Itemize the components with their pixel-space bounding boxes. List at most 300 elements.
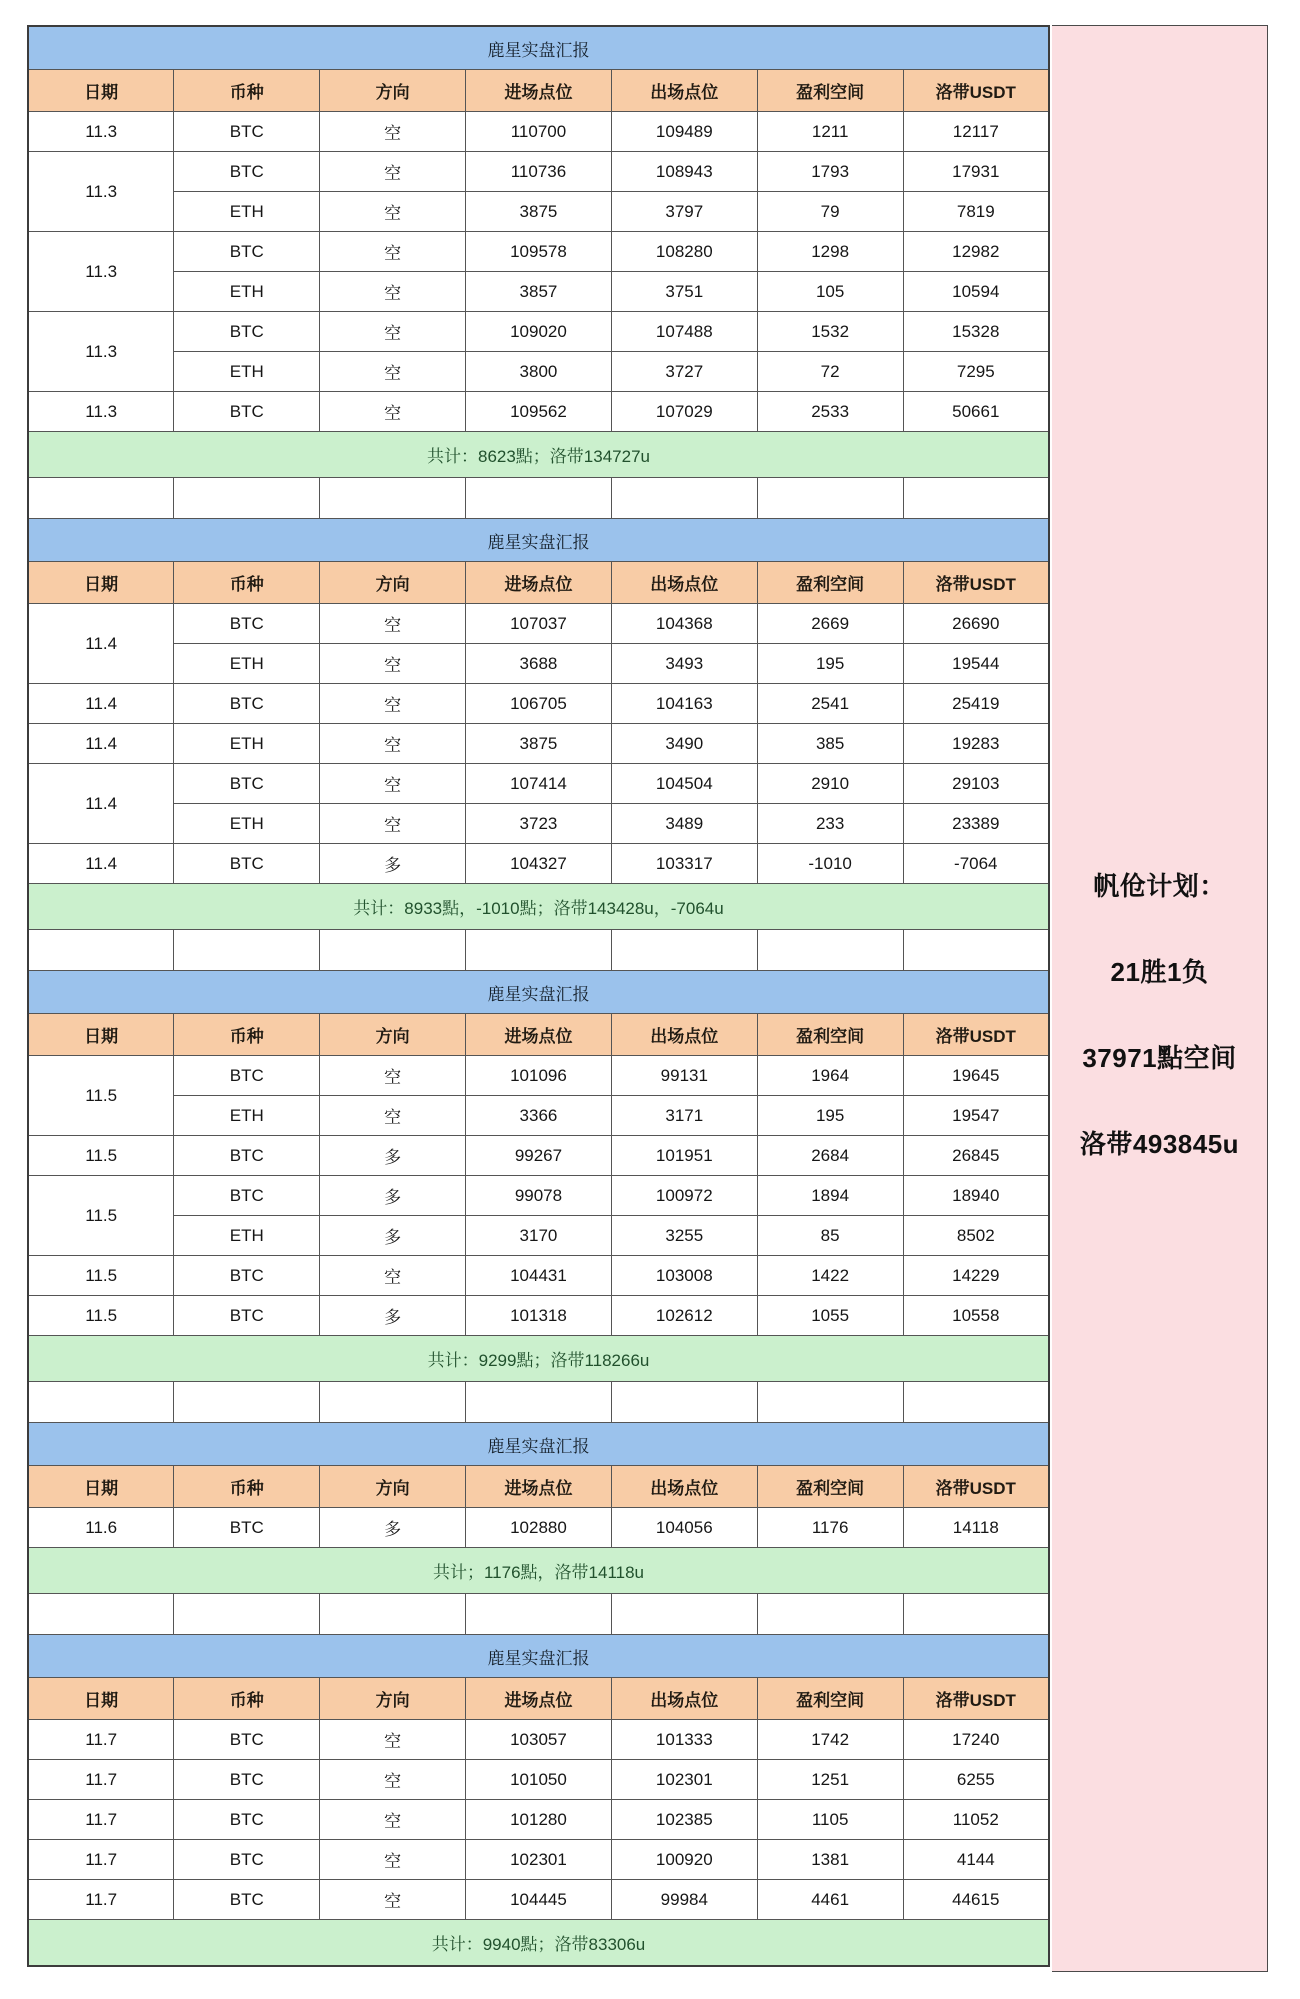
direction-cell: 空 bbox=[320, 1840, 466, 1880]
spacer-cell bbox=[174, 1382, 320, 1423]
date-cell: 11.5 bbox=[28, 1056, 174, 1136]
usdt-cell: 50661 bbox=[903, 392, 1049, 432]
entry-point-cell: 109562 bbox=[466, 392, 612, 432]
column-header-direction: 方向 bbox=[320, 562, 466, 604]
table-title: 鹿星实盘汇报 bbox=[28, 1635, 1049, 1678]
date-cell: 11.5 bbox=[28, 1296, 174, 1336]
exit-point-cell: 109489 bbox=[611, 112, 757, 152]
column-header-entry: 进场点位 bbox=[466, 1466, 612, 1508]
entry-point-cell: 107037 bbox=[466, 604, 612, 644]
section-spacer bbox=[28, 478, 1049, 519]
date-cell: 11.3 bbox=[28, 312, 174, 392]
table-row bbox=[28, 272, 1049, 312]
direction-cell: 空 bbox=[320, 1760, 466, 1800]
date-cell: 11.3 bbox=[28, 112, 174, 152]
usdt-cell: 25419 bbox=[903, 684, 1049, 724]
profit-cell: 195 bbox=[757, 1096, 903, 1136]
entry-point-cell: 104445 bbox=[466, 1880, 612, 1920]
table-row bbox=[28, 1216, 1049, 1256]
date-cell: 11.7 bbox=[28, 1880, 174, 1920]
exit-point-cell: 3493 bbox=[611, 644, 757, 684]
exit-point-cell: 101333 bbox=[611, 1720, 757, 1760]
spacer-cell bbox=[466, 1382, 612, 1423]
section-total: 共计；1176點，洛带14118u bbox=[28, 1548, 1049, 1594]
date-cell: 11.4 bbox=[28, 684, 174, 724]
direction-cell: 空 bbox=[320, 352, 466, 392]
table-row bbox=[28, 1800, 1049, 1840]
profit-cell: 1422 bbox=[757, 1256, 903, 1296]
usdt-cell: 8502 bbox=[903, 1216, 1049, 1256]
usdt-cell: 19283 bbox=[903, 724, 1049, 764]
date-cell: 11.6 bbox=[28, 1508, 174, 1548]
profit-cell: 72 bbox=[757, 352, 903, 392]
coin-cell: BTC bbox=[174, 1760, 320, 1800]
coin-cell: BTC bbox=[174, 232, 320, 272]
coin-cell: ETH bbox=[174, 1096, 320, 1136]
coin-cell: BTC bbox=[174, 764, 320, 804]
exit-point-cell: 103008 bbox=[611, 1256, 757, 1296]
usdt-cell: 12117 bbox=[903, 112, 1049, 152]
profit-cell: 2684 bbox=[757, 1136, 903, 1176]
direction-cell: 多 bbox=[320, 1216, 466, 1256]
spacer-row bbox=[28, 478, 1049, 519]
coin-cell: BTC bbox=[174, 844, 320, 884]
usdt-cell: 17240 bbox=[903, 1720, 1049, 1760]
usdt-cell: 23389 bbox=[903, 804, 1049, 844]
exit-point-cell: 108943 bbox=[611, 152, 757, 192]
entry-point-cell: 101096 bbox=[466, 1056, 612, 1096]
table-row bbox=[28, 152, 1049, 192]
date-cell: 11.7 bbox=[28, 1720, 174, 1760]
column-header-coin: 币种 bbox=[174, 562, 320, 604]
coin-cell: ETH bbox=[174, 724, 320, 764]
date-cell: 11.5 bbox=[28, 1176, 174, 1256]
usdt-cell: 26690 bbox=[903, 604, 1049, 644]
report-section bbox=[28, 519, 1049, 930]
direction-cell: 空 bbox=[320, 804, 466, 844]
usdt-cell: 14229 bbox=[903, 1256, 1049, 1296]
exit-point-cell: 108280 bbox=[611, 232, 757, 272]
direction-cell: 空 bbox=[320, 764, 466, 804]
table-row bbox=[28, 1880, 1049, 1920]
direction-cell: 空 bbox=[320, 272, 466, 312]
column-header-row bbox=[28, 1014, 1049, 1056]
coin-cell: BTC bbox=[174, 1880, 320, 1920]
table-row bbox=[28, 1056, 1049, 1096]
column-header-row bbox=[28, 70, 1049, 112]
direction-cell: 空 bbox=[320, 1256, 466, 1296]
profit-cell: 105 bbox=[757, 272, 903, 312]
table-title: 鹿星实盘汇报 bbox=[28, 1423, 1049, 1466]
exit-point-cell: 3490 bbox=[611, 724, 757, 764]
spacer-cell bbox=[320, 1594, 466, 1635]
table-row bbox=[28, 844, 1049, 884]
direction-cell: 空 bbox=[320, 152, 466, 192]
column-header-direction: 方向 bbox=[320, 1466, 466, 1508]
table-row bbox=[28, 352, 1049, 392]
plan-total-points: 37971點空间 bbox=[1082, 1043, 1237, 1073]
spacer-cell bbox=[903, 478, 1049, 519]
exit-point-cell: 3797 bbox=[611, 192, 757, 232]
profit-cell: 1964 bbox=[757, 1056, 903, 1096]
entry-point-cell: 110736 bbox=[466, 152, 612, 192]
direction-cell: 多 bbox=[320, 1136, 466, 1176]
date-cell: 11.4 bbox=[28, 764, 174, 844]
table-row bbox=[28, 392, 1049, 432]
coin-cell: ETH bbox=[174, 1216, 320, 1256]
exit-point-cell: 104504 bbox=[611, 764, 757, 804]
date-cell: 11.7 bbox=[28, 1800, 174, 1840]
table-title-row bbox=[28, 971, 1049, 1014]
direction-cell: 空 bbox=[320, 644, 466, 684]
exit-point-cell: 99984 bbox=[611, 1880, 757, 1920]
usdt-cell: 44615 bbox=[903, 1880, 1049, 1920]
spacer-cell bbox=[174, 930, 320, 971]
report-section bbox=[28, 971, 1049, 1382]
entry-point-cell: 3875 bbox=[466, 192, 612, 232]
column-header-coin: 币种 bbox=[174, 70, 320, 112]
spacer-row bbox=[28, 1594, 1049, 1635]
usdt-cell: -7064 bbox=[903, 844, 1049, 884]
profit-cell: 85 bbox=[757, 1216, 903, 1256]
coin-cell: BTC bbox=[174, 392, 320, 432]
spacer-cell bbox=[757, 478, 903, 519]
entry-point-cell: 101280 bbox=[466, 1800, 612, 1840]
direction-cell: 空 bbox=[320, 112, 466, 152]
trade-report-sheet bbox=[27, 25, 1050, 1967]
profit-cell: 233 bbox=[757, 804, 903, 844]
column-header-profit: 盈利空间 bbox=[757, 1678, 903, 1720]
plan-title: 帆伧计划： bbox=[1093, 871, 1226, 901]
spacer-cell bbox=[28, 1594, 174, 1635]
column-header-profit: 盈利空间 bbox=[757, 1466, 903, 1508]
table-row bbox=[28, 604, 1049, 644]
spacer-row bbox=[28, 1382, 1049, 1423]
column-header-row bbox=[28, 562, 1049, 604]
coin-cell: BTC bbox=[174, 604, 320, 644]
direction-cell: 多 bbox=[320, 1296, 466, 1336]
column-header-row bbox=[28, 1678, 1049, 1720]
entry-point-cell: 3857 bbox=[466, 272, 612, 312]
plan-summary-text bbox=[1052, 866, 1267, 1161]
direction-cell: 空 bbox=[320, 1800, 466, 1840]
spacer-cell bbox=[903, 930, 1049, 971]
profit-cell: 2910 bbox=[757, 764, 903, 804]
usdt-cell: 7819 bbox=[903, 192, 1049, 232]
spacer-cell bbox=[174, 478, 320, 519]
direction-cell: 空 bbox=[320, 1880, 466, 1920]
column-header-entry: 进场点位 bbox=[466, 1678, 612, 1720]
exit-point-cell: 3727 bbox=[611, 352, 757, 392]
entry-point-cell: 3170 bbox=[466, 1216, 612, 1256]
column-header-date: 日期 bbox=[28, 562, 174, 604]
direction-cell: 空 bbox=[320, 604, 466, 644]
exit-point-cell: 107029 bbox=[611, 392, 757, 432]
report-section bbox=[28, 26, 1049, 478]
direction-cell: 空 bbox=[320, 312, 466, 352]
usdt-cell: 26845 bbox=[903, 1136, 1049, 1176]
table-row bbox=[28, 724, 1049, 764]
column-header-coin: 币种 bbox=[174, 1678, 320, 1720]
plan-total-usdt: 洛带493845u bbox=[1079, 1129, 1240, 1159]
profit-cell: 4461 bbox=[757, 1880, 903, 1920]
direction-cell: 空 bbox=[320, 192, 466, 232]
profit-cell: 2541 bbox=[757, 684, 903, 724]
column-header-date: 日期 bbox=[28, 1678, 174, 1720]
usdt-cell: 19645 bbox=[903, 1056, 1049, 1096]
column-header-date: 日期 bbox=[28, 70, 174, 112]
column-header-entry: 进场点位 bbox=[466, 70, 612, 112]
date-cell: 11.4 bbox=[28, 604, 174, 684]
exit-point-cell: 101951 bbox=[611, 1136, 757, 1176]
table-title: 鹿星实盘汇报 bbox=[28, 26, 1049, 70]
profit-cell: 195 bbox=[757, 644, 903, 684]
date-cell: 11.7 bbox=[28, 1760, 174, 1800]
usdt-cell: 6255 bbox=[903, 1760, 1049, 1800]
section-total: 共计：9940點；洛带83306u bbox=[28, 1920, 1049, 1967]
entry-point-cell: 3800 bbox=[466, 352, 612, 392]
section-spacer bbox=[28, 930, 1049, 971]
coin-cell: BTC bbox=[174, 1508, 320, 1548]
coin-cell: BTC bbox=[174, 1840, 320, 1880]
plan-summary-panel bbox=[1052, 25, 1268, 1972]
date-cell: 11.7 bbox=[28, 1840, 174, 1880]
coin-cell: BTC bbox=[174, 1296, 320, 1336]
section-total-row bbox=[28, 432, 1049, 478]
column-header-coin: 币种 bbox=[174, 1014, 320, 1056]
table-row bbox=[28, 112, 1049, 152]
column-header-direction: 方向 bbox=[320, 70, 466, 112]
table-row bbox=[28, 684, 1049, 724]
trade-report-table bbox=[27, 25, 1050, 1967]
date-cell: 11.5 bbox=[28, 1136, 174, 1176]
exit-point-cell: 104056 bbox=[611, 1508, 757, 1548]
column-header-profit: 盈利空间 bbox=[757, 70, 903, 112]
column-header-profit: 盈利空间 bbox=[757, 1014, 903, 1056]
coin-cell: BTC bbox=[174, 1176, 320, 1216]
section-total: 共计：8933點，-1010點；洛带143428u，-7064u bbox=[28, 884, 1049, 930]
coin-cell: BTC bbox=[174, 312, 320, 352]
coin-cell: BTC bbox=[174, 1720, 320, 1760]
entry-point-cell: 103057 bbox=[466, 1720, 612, 1760]
exit-point-cell: 104368 bbox=[611, 604, 757, 644]
entry-point-cell: 104327 bbox=[466, 844, 612, 884]
table-title-row bbox=[28, 1635, 1049, 1678]
column-header-exit: 出场点位 bbox=[611, 1014, 757, 1056]
section-total-row bbox=[28, 1920, 1049, 1967]
spacer-cell bbox=[28, 930, 174, 971]
exit-point-cell: 3489 bbox=[611, 804, 757, 844]
report-section bbox=[28, 1423, 1049, 1594]
usdt-cell: 19544 bbox=[903, 644, 1049, 684]
spacer-cell bbox=[320, 930, 466, 971]
date-cell: 11.3 bbox=[28, 232, 174, 312]
exit-point-cell: 100972 bbox=[611, 1176, 757, 1216]
date-cell: 11.4 bbox=[28, 844, 174, 884]
spacer-cell bbox=[611, 930, 757, 971]
plan-win-loss-record: 21胜1负 bbox=[1110, 957, 1209, 987]
exit-point-cell: 100920 bbox=[611, 1840, 757, 1880]
table-row bbox=[28, 1256, 1049, 1296]
column-header-exit: 出场点位 bbox=[611, 70, 757, 112]
profit-cell: 1532 bbox=[757, 312, 903, 352]
coin-cell: ETH bbox=[174, 352, 320, 392]
entry-point-cell: 104431 bbox=[466, 1256, 612, 1296]
profit-cell: 1055 bbox=[757, 1296, 903, 1336]
direction-cell: 空 bbox=[320, 392, 466, 432]
exit-point-cell: 99131 bbox=[611, 1056, 757, 1096]
coin-cell: ETH bbox=[174, 272, 320, 312]
exit-point-cell: 107488 bbox=[611, 312, 757, 352]
table-row bbox=[28, 1720, 1049, 1760]
date-cell: 11.3 bbox=[28, 152, 174, 232]
direction-cell: 空 bbox=[320, 1720, 466, 1760]
column-header-usdt: 洛带USDT bbox=[903, 70, 1049, 112]
section-spacer bbox=[28, 1382, 1049, 1423]
entry-point-cell: 3875 bbox=[466, 724, 612, 764]
exit-point-cell: 103317 bbox=[611, 844, 757, 884]
date-cell: 11.4 bbox=[28, 724, 174, 764]
column-header-direction: 方向 bbox=[320, 1678, 466, 1720]
column-header-entry: 进场点位 bbox=[466, 562, 612, 604]
usdt-cell: 4144 bbox=[903, 1840, 1049, 1880]
section-total-row bbox=[28, 1548, 1049, 1594]
table-row bbox=[28, 644, 1049, 684]
profit-cell: 1742 bbox=[757, 1720, 903, 1760]
profit-cell: 1298 bbox=[757, 232, 903, 272]
profit-cell: 1211 bbox=[757, 112, 903, 152]
spacer-cell bbox=[757, 930, 903, 971]
coin-cell: ETH bbox=[174, 804, 320, 844]
exit-point-cell: 102301 bbox=[611, 1760, 757, 1800]
column-header-usdt: 洛带USDT bbox=[903, 1466, 1049, 1508]
direction-cell: 多 bbox=[320, 1176, 466, 1216]
usdt-cell: 10558 bbox=[903, 1296, 1049, 1336]
spacer-cell bbox=[611, 478, 757, 519]
table-row bbox=[28, 1096, 1049, 1136]
spacer-cell bbox=[903, 1382, 1049, 1423]
spacer-cell bbox=[320, 478, 466, 519]
coin-cell: BTC bbox=[174, 1136, 320, 1176]
profit-cell: 79 bbox=[757, 192, 903, 232]
entry-point-cell: 109020 bbox=[466, 312, 612, 352]
exit-point-cell: 3751 bbox=[611, 272, 757, 312]
table-row bbox=[28, 1136, 1049, 1176]
table-row bbox=[28, 312, 1049, 352]
column-header-usdt: 洛带USDT bbox=[903, 1014, 1049, 1056]
spacer-cell bbox=[320, 1382, 466, 1423]
exit-point-cell: 102385 bbox=[611, 1800, 757, 1840]
exit-point-cell: 3255 bbox=[611, 1216, 757, 1256]
spacer-cell bbox=[466, 930, 612, 971]
entry-point-cell: 110700 bbox=[466, 112, 612, 152]
table-title-row bbox=[28, 519, 1049, 562]
coin-cell: BTC bbox=[174, 1256, 320, 1296]
usdt-cell: 11052 bbox=[903, 1800, 1049, 1840]
table-title-row bbox=[28, 26, 1049, 70]
report-section bbox=[28, 1635, 1049, 1967]
spacer-cell bbox=[611, 1594, 757, 1635]
profit-cell: 1176 bbox=[757, 1508, 903, 1548]
table-row bbox=[28, 1760, 1049, 1800]
spacer-cell bbox=[757, 1594, 903, 1635]
section-total-row bbox=[28, 1336, 1049, 1382]
table-row bbox=[28, 764, 1049, 804]
coin-cell: BTC bbox=[174, 1056, 320, 1096]
section-total-row bbox=[28, 884, 1049, 930]
usdt-cell: 19547 bbox=[903, 1096, 1049, 1136]
usdt-cell: 14118 bbox=[903, 1508, 1049, 1548]
column-header-profit: 盈利空间 bbox=[757, 562, 903, 604]
table-title: 鹿星实盘汇报 bbox=[28, 519, 1049, 562]
column-header-usdt: 洛带USDT bbox=[903, 1678, 1049, 1720]
column-header-row bbox=[28, 1466, 1049, 1508]
entry-point-cell: 3688 bbox=[466, 644, 612, 684]
exit-point-cell: 102612 bbox=[611, 1296, 757, 1336]
column-header-date: 日期 bbox=[28, 1014, 174, 1056]
coin-cell: ETH bbox=[174, 644, 320, 684]
column-header-exit: 出场点位 bbox=[611, 562, 757, 604]
coin-cell: BTC bbox=[174, 152, 320, 192]
entry-point-cell: 102880 bbox=[466, 1508, 612, 1548]
entry-point-cell: 101050 bbox=[466, 1760, 612, 1800]
entry-point-cell: 3366 bbox=[466, 1096, 612, 1136]
profit-cell: 1793 bbox=[757, 152, 903, 192]
section-total: 共计：8623點；洛带134727u bbox=[28, 432, 1049, 478]
usdt-cell: 17931 bbox=[903, 152, 1049, 192]
table-row bbox=[28, 1296, 1049, 1336]
entry-point-cell: 3723 bbox=[466, 804, 612, 844]
spacer-cell bbox=[611, 1382, 757, 1423]
usdt-cell: 7295 bbox=[903, 352, 1049, 392]
exit-point-cell: 104163 bbox=[611, 684, 757, 724]
usdt-cell: 10594 bbox=[903, 272, 1049, 312]
entry-point-cell: 102301 bbox=[466, 1840, 612, 1880]
profit-cell: 1105 bbox=[757, 1800, 903, 1840]
table-title-row bbox=[28, 1423, 1049, 1466]
column-header-exit: 出场点位 bbox=[611, 1466, 757, 1508]
spacer-row bbox=[28, 930, 1049, 971]
profit-cell: -1010 bbox=[757, 844, 903, 884]
direction-cell: 空 bbox=[320, 684, 466, 724]
spacer-cell bbox=[466, 478, 612, 519]
exit-point-cell: 3171 bbox=[611, 1096, 757, 1136]
direction-cell: 空 bbox=[320, 1096, 466, 1136]
usdt-cell: 15328 bbox=[903, 312, 1049, 352]
column-header-usdt: 洛带USDT bbox=[903, 562, 1049, 604]
entry-point-cell: 99267 bbox=[466, 1136, 612, 1176]
coin-cell: BTC bbox=[174, 1800, 320, 1840]
entry-point-cell: 101318 bbox=[466, 1296, 612, 1336]
table-row bbox=[28, 804, 1049, 844]
column-header-direction: 方向 bbox=[320, 1014, 466, 1056]
profit-cell: 1894 bbox=[757, 1176, 903, 1216]
profit-cell: 2669 bbox=[757, 604, 903, 644]
direction-cell: 多 bbox=[320, 844, 466, 884]
spacer-cell bbox=[28, 478, 174, 519]
usdt-cell: 12982 bbox=[903, 232, 1049, 272]
column-header-date: 日期 bbox=[28, 1466, 174, 1508]
coin-cell: ETH bbox=[174, 192, 320, 232]
column-header-entry: 进场点位 bbox=[466, 1014, 612, 1056]
profit-cell: 1251 bbox=[757, 1760, 903, 1800]
section-total: 共计：9299點；洛带118266u bbox=[28, 1336, 1049, 1382]
spacer-cell bbox=[466, 1594, 612, 1635]
table-row bbox=[28, 1508, 1049, 1548]
coin-cell: BTC bbox=[174, 684, 320, 724]
date-cell: 11.5 bbox=[28, 1256, 174, 1296]
direction-cell: 空 bbox=[320, 232, 466, 272]
